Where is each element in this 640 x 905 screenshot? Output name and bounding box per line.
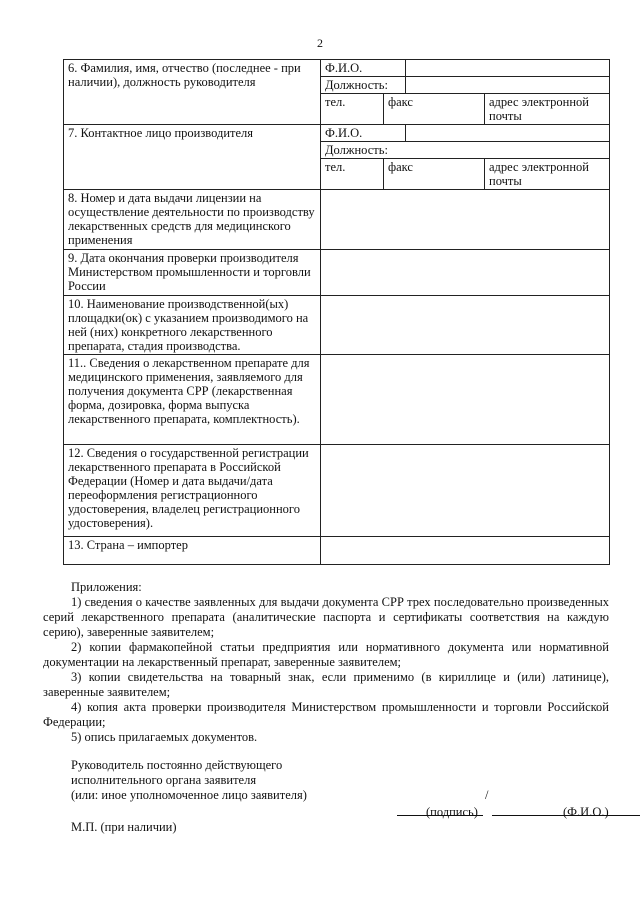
row-7-fio-value[interactable] xyxy=(406,125,610,142)
stamp-placeholder: М.П. (при наличии) xyxy=(71,820,177,834)
row-8-value[interactable] xyxy=(321,190,610,250)
row-6-email-cell[interactable]: адрес электронной почты xyxy=(485,94,610,125)
appendix-item-2: 2) копии фармакопейной статьи предприятия или нормативного документа или нормативной документации на лекарственный препарат, заверенные заявителем; xyxy=(43,640,609,669)
row-10 xyxy=(64,296,610,355)
row-6-fio-label: Ф.И.О. xyxy=(321,60,406,77)
appendix-item-5: 5) опись прилагаемых документов. xyxy=(71,730,258,744)
appendix-title: Приложения: xyxy=(71,580,142,594)
application-form-table xyxy=(63,59,610,565)
row-7-label: 7. Контактное лицо производителя xyxy=(64,125,321,190)
row-7-fax[interactable]: факс xyxy=(384,159,485,190)
signature-line-3: (или: иное уполномоченное лицо заявителя) xyxy=(71,788,307,802)
row-7-email[interactable]: адрес электронной почты xyxy=(485,159,610,190)
caption-fio: (Ф.И.О.) xyxy=(563,805,609,819)
row-7-tel[interactable]: тел. xyxy=(321,159,384,190)
row-7-fio-label: Ф.И.О. xyxy=(321,125,406,142)
row-12-value[interactable] xyxy=(321,445,610,537)
row-6-fio-value[interactable] xyxy=(406,60,610,77)
row-8 xyxy=(64,190,610,250)
signature-line-2: исполнительного органа заявителя xyxy=(71,773,257,787)
row-6-fax[interactable]: факс xyxy=(384,94,485,125)
appendix-section xyxy=(43,580,609,745)
row-6-tel[interactable]: тел. xyxy=(321,94,384,125)
appendix-item-3: 3) копии свидетельства на товарный знак, если применимо (в кириллице и (или) латинице), заверенные заявителем; xyxy=(43,670,609,699)
row-9-value[interactable] xyxy=(321,250,610,296)
row-11-value[interactable] xyxy=(321,355,610,445)
row-8-label: 8. Номер и дата выдачи лицензии на осуществление деятельности по производству лекарственных средств для медицинского применения xyxy=(64,190,321,250)
row-9-label: 9. Дата окончания проверки производителя Министерством промышленности и торговли России xyxy=(64,250,321,296)
row-9 xyxy=(64,250,610,296)
signature-line-1: Руководитель постоянно действующего xyxy=(71,758,283,772)
row-12 xyxy=(64,445,610,537)
row-6-position-label: Должность: xyxy=(321,77,406,94)
row-10-label: 10. Наименование производственной(ых) площадки(ок) с указанием производимого на ней (них) конкретного лекарственного препарата, стадия производства. xyxy=(64,296,321,355)
row-7-position-label: Должность: xyxy=(321,142,610,159)
row-10-value[interactable] xyxy=(321,296,610,355)
row-6-fio xyxy=(64,60,610,77)
row-13 xyxy=(64,537,610,565)
appendix-item-1: 1) сведения о качестве заявленных для выдачи документа СРР трех последовательно произведенных серий лекарственного препарата (аналитические паспорта и сертификаты соответствия на каждую серию), заверенные заявителем; xyxy=(43,595,609,639)
signature-slash: / xyxy=(485,788,489,802)
row-13-label: 13. Страна – импортер xyxy=(64,537,321,565)
row-7-fio xyxy=(64,125,610,142)
row-12-label: 12. Сведения о государственной регистрации лекарственного препарата в Российской Федерации (Номер и дата выдачи/дата переоформления регистрационного удостоверения, владелец регистрационного удостоверения). xyxy=(64,445,321,537)
page-number: 2 xyxy=(317,36,323,50)
row-11-label: 11.. Сведения о лекарственном препарате для медицинского применения, заявляемого для получения документа СРР (лекарственная форма, дозировка, форма выпуска лекарственного препарата, комплектность). xyxy=(64,355,321,445)
appendix-item-4: 4) копия акта проверки производителя Министерством промышленности и торговли Российской Федерации; xyxy=(43,700,609,729)
signature-block xyxy=(71,758,611,819)
row-11 xyxy=(64,355,610,445)
row-13-value[interactable] xyxy=(321,537,610,565)
row-6-label: 6. Фамилия, имя, отчество (последнее - при наличии), должность руководителя xyxy=(64,60,321,125)
caption-signature: (подпись) xyxy=(426,805,478,819)
row-6-position-value[interactable] xyxy=(406,77,610,94)
